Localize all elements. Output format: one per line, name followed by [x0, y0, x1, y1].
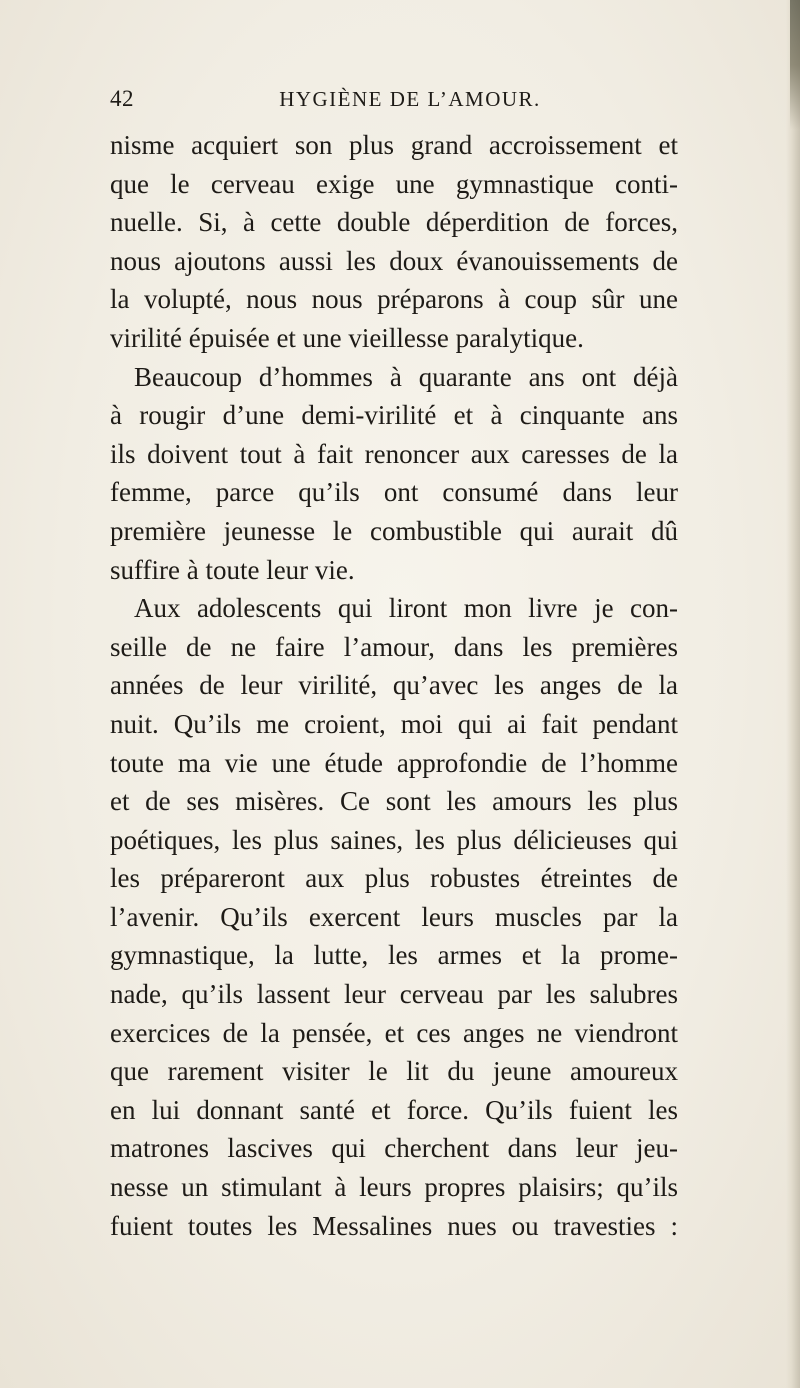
running-title: HYGIÈNE DE L’AMOUR.	[279, 87, 541, 111]
text-line: virilité épuisée et une vieillesse paralytique.	[110, 322, 584, 353]
text-line: matrones lascives qui cherchent dans leur jeu-	[110, 1133, 678, 1164]
text-line: femme, parce qu’ils ont consumé dans leur	[110, 477, 678, 508]
text-line: les prépareront aux plus robustes étreintes de	[110, 863, 678, 894]
page-edge-mark	[790, 0, 800, 130]
text-line: que rarement visiter le lit du jeune amoureux	[110, 1056, 678, 1087]
text-line: fuient toutes les Messalines nues ou travesties :	[110, 1210, 678, 1241]
text-line: nesse un stimulant à leurs propres plaisirs; qu’ils	[110, 1172, 678, 1203]
text-line: nuelle. Si, à cette double déperdition de forces,	[110, 207, 678, 238]
text-line: en lui donnant santé et force. Qu’ils fuient les	[110, 1094, 678, 1125]
running-head	[110, 82, 680, 116]
text-line: suffire à toute leur vie.	[110, 554, 355, 585]
text-line: Beaucoup d’hommes à quarante ans ont déjà	[134, 361, 678, 392]
text-line: nuit. Qu’ils me croient, moi qui ai fait pendant	[110, 708, 678, 739]
text-line: années de leur virilité, qu’avec les anges de la	[110, 670, 678, 701]
text-line: première jeunesse le combustible qui aurait dû	[110, 515, 678, 546]
text-line: nisme acquiert son plus grand accroissement et	[110, 130, 678, 160]
text-line: toute ma vie une étude approfondie de l’homme	[110, 747, 678, 778]
text-line: nous ajoutons aussi les doux évanouissements de	[110, 245, 678, 276]
text-line: l’avenir. Qu’ils exercent leurs muscles par la	[110, 901, 678, 932]
text-line: que le cerveau exige une gymnastique conti-	[110, 168, 678, 199]
text-line: à rougir d’une demi-virilité et à cinquante ans	[110, 400, 678, 431]
text-line: exercices de la pensée, et ces anges ne viendront	[110, 1017, 678, 1048]
body-text	[110, 126, 678, 1245]
text-line: Aux adolescents qui liront mon livre je con-	[134, 593, 678, 624]
text-line: gymnastique, la lutte, les armes et la prome-	[110, 940, 678, 971]
page-edge-shadow	[786, 0, 800, 1388]
text-line: poétiques, les plus saines, les plus délicieuses qui	[110, 824, 678, 855]
text-line: et de ses misères. Ce sont les amours les plus	[110, 786, 678, 817]
text-line: nade, qu’ils lassent leur cerveau par les salubres	[110, 979, 678, 1010]
text-line: ils doivent tout à fait renoncer aux caresses de la	[110, 438, 678, 469]
text-line: la volupté, nous nous préparons à coup sûr une	[110, 284, 678, 315]
page-number: 42	[110, 86, 134, 111]
text-line: seille de ne faire l’amour, dans les premières	[110, 631, 678, 662]
